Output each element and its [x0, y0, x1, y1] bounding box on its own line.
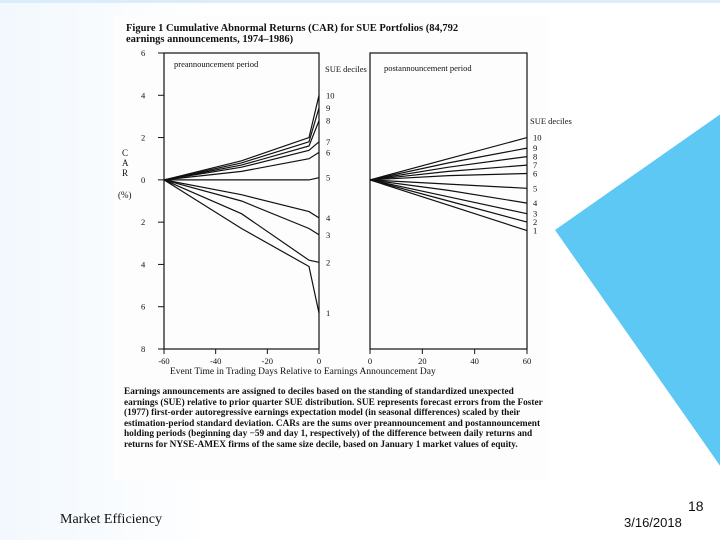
series-line-post-decile-2: [370, 180, 527, 222]
post-decile-label: 10: [533, 132, 542, 143]
figure-title-line1: Figure 1 Cumulative Abnormal Returns (CAR) for SUE Portfolios (84,792: [126, 23, 459, 34]
y-tick-label: 8: [141, 344, 146, 354]
pre-decile-label: 9: [326, 102, 331, 113]
x-tick-label: -40: [209, 356, 222, 366]
y-axis-unit: (%): [118, 190, 132, 200]
series-line-post-decile-8: [370, 157, 527, 180]
figure-title-line2: earnings announcements, 1974–1986): [126, 34, 294, 45]
pre-decile-label: 1: [326, 308, 331, 319]
post-decile-label: 5: [533, 183, 538, 194]
series-line-pre-decile-5: [164, 178, 319, 180]
pre-decile-label: 6: [326, 147, 331, 158]
series-line-pre-decile-4: [164, 180, 319, 218]
slide-date: 3/16/2018: [624, 515, 682, 530]
axes-frame: [164, 53, 527, 349]
x-axis-label: Event Time in Trading Days Relative to Earnings Announcement Day: [170, 367, 436, 377]
pre-decile-label: 10: [326, 90, 335, 101]
x-tick-label: 0: [367, 356, 373, 366]
figure-caption: Earnings announcements are assigned to deciles based on the standing of standardized unexpected earnings (SUE) relative to prior quarter SUE distribution. SUE represents forecast errors from the Foster (1977) first-order autoregressive earnings expectation model (in seasonal differences) scaled by their estimation-period standard deviation. CARs are the sums over preannouncement and postannouncement holding periods (beginning day −59 and day 1, respectively) of the difference between daily returns and returns for NYSE-AMEX firms of the same size decile, based on January 1 market values of equity.: [124, 387, 543, 450]
post-decile-header: SUE deciles: [530, 116, 572, 126]
series-line-pre-decile-3: [164, 180, 319, 235]
series-line-pre-decile-2: [164, 180, 319, 262]
y-tick-label: 2: [141, 217, 146, 228]
y-tick-label: 2: [141, 132, 146, 143]
x-tick-label: 20: [418, 356, 427, 366]
x-tick-label: 40: [470, 356, 479, 366]
post-decile-label: 8: [533, 151, 538, 162]
y-axis-label-letter: C: [122, 148, 129, 158]
pre-period-label: preannouncement period: [174, 59, 259, 69]
y-axis-ticks: [141, 48, 164, 354]
pre-decile-label: 3: [326, 229, 331, 240]
pre-decile-label: 7: [326, 136, 331, 147]
x-tick-label: -60: [158, 356, 170, 366]
y-tick-label: 6: [141, 301, 146, 312]
pre-decile-label: 4: [326, 212, 331, 223]
post-decile-label: 7: [533, 160, 538, 171]
post-decile-label: 1: [533, 225, 538, 236]
series-line-pre-decile-9: [164, 108, 319, 180]
slide-number: 18: [688, 498, 704, 514]
pre-decile-header: SUE deciles: [325, 64, 367, 74]
post-decile-label: 4: [533, 198, 538, 209]
post-period-label: postannouncement period: [384, 63, 472, 73]
post-decile-label: 6: [533, 168, 538, 179]
series-line-post-decile-4: [370, 180, 527, 203]
x-tick-label: 0: [316, 356, 322, 366]
pre-decile-label: 8: [326, 115, 331, 126]
x-tick-label: 60: [522, 356, 532, 366]
pre-decile-label: 2: [326, 257, 331, 268]
y-axis-label-letter: R: [122, 168, 129, 178]
series-line-post-decile-3: [370, 180, 527, 214]
y-tick-label: 4: [141, 259, 146, 270]
post-decile-label: 9: [533, 143, 538, 154]
x-tick-label: -20: [261, 356, 274, 366]
series-line-pre-decile-1: [164, 180, 319, 313]
footer-title: Market Efficiency: [60, 512, 162, 527]
pre-decile-label: 5: [326, 172, 331, 183]
x-axis-ticks: [158, 349, 531, 366]
series-lines: [164, 95, 527, 313]
decile-labels: [326, 90, 542, 318]
y-axis-label-letter: A: [122, 158, 129, 168]
post-decile-label: 3: [533, 208, 538, 219]
y-tick-label: 0: [141, 174, 146, 185]
y-tick-label: 6: [141, 48, 146, 58]
y-tick-label: 4: [141, 90, 146, 101]
y-axis-label: [122, 148, 129, 178]
post-decile-label: 2: [533, 217, 538, 228]
